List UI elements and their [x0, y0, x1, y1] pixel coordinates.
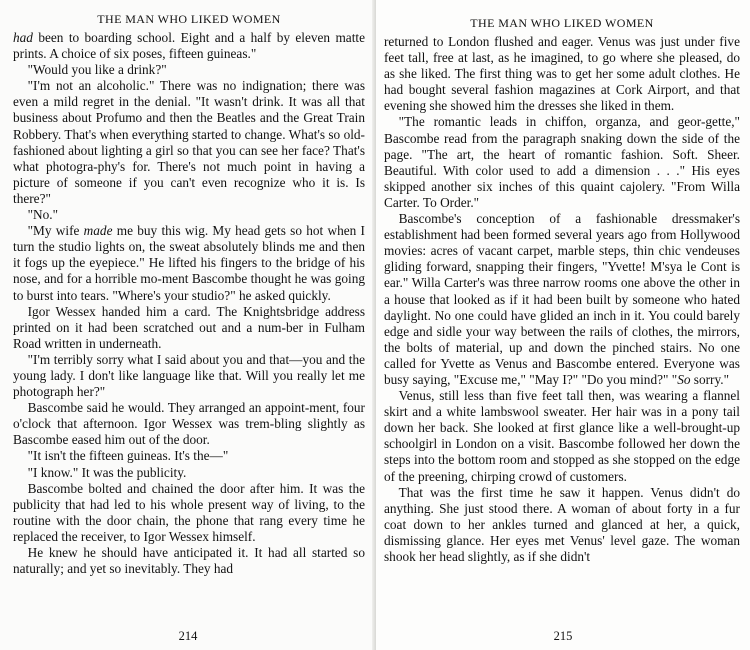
italic-run: had: [13, 30, 33, 45]
text-run: "The romantic leads in chiffon, organza, and geor-gette," Bascombe read from the paragraph snaking down the side of the page. "The art, the heart of romantic fashion. Soft. Sheer. Beautiful. With color used to add a dimension . . ." His eyes skipped another six inches of this quaint cajolery. "From Willa Carter. To Order.": [384, 114, 740, 210]
left-page-text: [13, 30, 365, 577]
paragraph: [13, 30, 365, 62]
right-page-text: [384, 34, 740, 565]
text-run: been to boarding school. Eight and a half by eleven matte prints. A choice of six poses, fifteen guineas.": [13, 30, 365, 62]
paragraph: [13, 304, 365, 352]
paragraph: [13, 448, 365, 464]
text-run: He knew he should have anticipated it. It had all started so naturally; and yet so inevitably. They had: [13, 545, 365, 577]
text-run: "No.": [27, 207, 59, 223]
text-run: Venus, still less than five feet tall then, was wearing a flannel skirt and a white lambswool sweater. Her hair was in a pony tail down her back. She looked at first glance like a well-brought-up schoolgirl in London on a visit. Bascombe followed her down the steps into the bottom room and stopped as she stopped on the edge of the preening, chirping crowd of customers.: [384, 388, 740, 484]
paragraph: [384, 211, 740, 388]
paragraph: [384, 388, 740, 485]
text-run: "My wife: [27, 223, 84, 239]
text-run: "It isn't the fifteen guineas. It's the—": [27, 448, 229, 464]
paragraph: [13, 465, 365, 481]
text-run: sorry.": [690, 371, 730, 387]
text-run: "I'm not an alcoholic." There was no indignation; there was even a mild regret in the denial. "It wasn't drink. It was all that business about Profumo and then the Beatles and the Great Train Robbery. That's when everything started to change. What's so old-fashioned about lighting a girl so that you can see her face? That's what photogra-phy's for. There's not much point in having a picture of someone if you can't even recognize who it is. Is there?": [13, 78, 365, 206]
paragraph: [13, 223, 365, 303]
text-run: "I'm terribly sorry what I said about you and that—you and the young lady. I don't like language like that. Will you really let me photograph her?": [13, 351, 365, 400]
right-page: [376, 0, 750, 650]
paragraph: [13, 352, 365, 400]
paragraph: [13, 62, 365, 78]
paragraph: [384, 485, 740, 565]
text-run: "I know." It was the publicity.: [27, 464, 187, 480]
paragraph: [384, 114, 740, 211]
text-run: Bascombe said he would. They arranged an appoint-ment, four o'clock that afternoon. Igor Wessex was trem-bling slightly as Bascombe eased him out of the door.: [13, 400, 365, 448]
text-run: Igor Wessex handed him a card. The Knightsbridge address printed on it had been scratched out and a num-ber in Fulham Road written in underneath.: [13, 303, 365, 351]
text-run: Bascombe's conception of a fashionable dressmaker's establishment had been formed several years ago from Hollywood movies: acres of vacant carpet, marble steps, thin chic vendeuses gliding forward, snapping their fingers, "Yvette! M'sya le Cont is ear." Willa Carter's was three narrow rooms one above the other in a house that looked as if it had been built by someone who hated daylight. No one could have glided an inch in it. You could barely edge and sidle your way between the rails of clothes, the mirrors, the bolts of material, up and down the pinched stairs. No one called for Yvette as Venus and Bascombe entered. Everyone was busy saying, "Excuse me," "May I?" "Do you mind?" ": [384, 211, 740, 387]
text-run: "Would you like a drink?": [27, 62, 167, 78]
paragraph: [13, 400, 365, 448]
paragraph: [13, 78, 365, 207]
page-number-left: 214: [178, 629, 198, 643]
running-head-right: THE MAN WHO LIKED WOMEN: [470, 16, 654, 30]
text-run: me buy this wig. My head gets so hot when I turn the studio lights on, the sweat absolutely blinds me and then it fogs up the eyepiece." He lifted his fingers to the bridge of his nose, and for a horrible mo-ment Bascombe thought he was going to burst into tears. "Where's your studio?" he asked quickly.: [13, 223, 365, 303]
paragraph: [13, 481, 365, 545]
paragraph: [384, 34, 740, 114]
paragraph: [13, 207, 365, 223]
text-run: returned to London flushed and eager. Venus was just under five feet tall, free at last, as he imagined, to go where she pleased, do as she liked. The first thing was to get her some adult clothes. He had bought several fashion magazines at Cork Airport, and that evening she showed him the dresses she liked in them.: [384, 34, 740, 114]
text-run: That was the first time he saw it happen. Venus didn't do anything. She just stood there. A woman of about forty in a fur coat down to her ankles turned and glanced at her, a quick, dismissing glance. Her eyes met Venus' level gaze. The woman shook her head slightly, as if she didn't: [384, 484, 740, 564]
running-head-left: THE MAN WHO LIKED WOMEN: [97, 12, 281, 26]
page-number-right: 215: [553, 629, 573, 643]
paragraph: [13, 545, 365, 577]
text-run: Bascombe bolted and chained the door after him. It was the publicity that had led to his whole present way of living, to the routine with the door chain, the phone that rang every time he replaced the receiver, to Igor Wessex himself.: [13, 480, 365, 544]
italic-run: made: [83, 223, 113, 239]
italic-run: So: [677, 371, 691, 387]
